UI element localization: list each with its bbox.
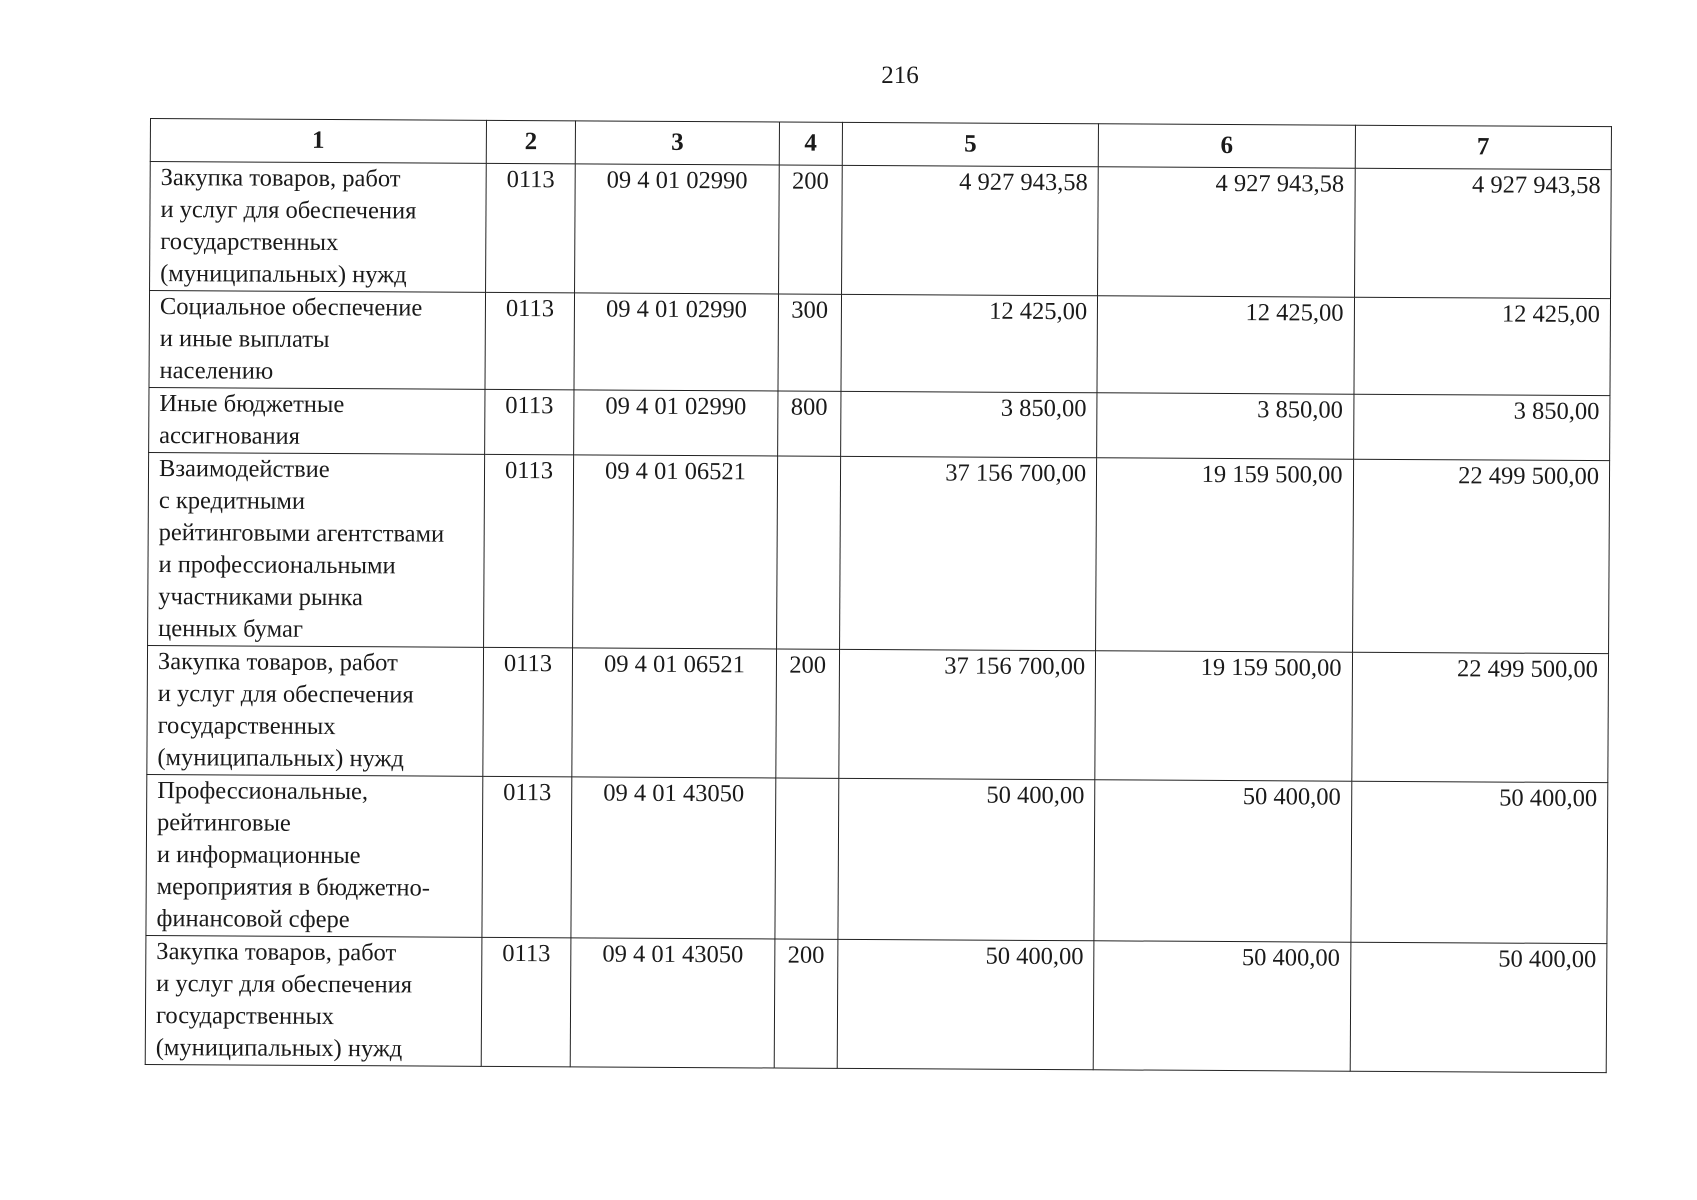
amount-col5: 50 400,00 xyxy=(838,778,1095,940)
expense-type-code: 200 xyxy=(776,649,840,778)
target-article-code: 09 4 01 02990 xyxy=(575,164,779,294)
target-article-code: 09 4 01 02990 xyxy=(574,293,778,391)
target-article-code: 09 4 01 43050 xyxy=(570,938,774,1068)
item-name: Закупка товаров, работ и услуг для обеспечения государственных (муниципальных) нужд xyxy=(150,162,486,293)
table-row xyxy=(148,452,1610,653)
amount-col7: 22 499 500,00 xyxy=(1352,459,1610,653)
col-header-1: 1 xyxy=(150,119,486,164)
amount-col7: 50 400,00 xyxy=(1350,781,1607,943)
target-article-code: 09 4 01 06521 xyxy=(573,455,778,649)
col-header-2: 2 xyxy=(486,120,576,163)
amount-col5: 3 850,00 xyxy=(840,391,1097,457)
amount-col6: 19 159 500,00 xyxy=(1095,651,1352,781)
budget-table xyxy=(145,118,1612,1073)
target-article-code: 09 4 01 06521 xyxy=(572,648,776,778)
section-code: 0113 xyxy=(482,776,572,937)
col-header-6: 6 xyxy=(1098,124,1355,168)
amount-col5: 37 156 700,00 xyxy=(839,456,1096,650)
item-name: Закупка товаров, работ и услуг для обеспечения государственных (муниципальных) нужд xyxy=(147,645,483,776)
table-row xyxy=(147,645,1609,782)
section-code: 0113 xyxy=(483,647,573,776)
amount-col6: 12 425,00 xyxy=(1097,296,1354,394)
section-code: 0113 xyxy=(485,292,575,389)
expense-type-code xyxy=(776,456,840,649)
amount-col7: 22 499 500,00 xyxy=(1351,652,1608,782)
target-article-code: 09 4 01 43050 xyxy=(571,777,775,939)
amount-col5: 4 927 943,58 xyxy=(841,165,1098,295)
amount-col7: 3 850,00 xyxy=(1353,394,1610,460)
item-name: Иные бюджетные ассигнования xyxy=(149,387,485,454)
target-article-code: 09 4 01 02990 xyxy=(574,390,778,456)
table-row xyxy=(145,935,1607,1072)
amount-col6: 50 400,00 xyxy=(1094,780,1351,942)
expense-type-code: 800 xyxy=(777,391,840,456)
section-code: 0113 xyxy=(483,454,574,647)
table-row xyxy=(146,774,1608,943)
item-name: Взаимодействие с кредитными рейтинговыми агентствами и профессиональными участниками рынка ценных бумаг xyxy=(148,452,485,647)
amount-col6: 4 927 943,58 xyxy=(1098,167,1355,297)
expense-type-code: 300 xyxy=(778,294,842,391)
section-code: 0113 xyxy=(484,389,574,454)
item-name: Профессиональные, рейтинговые и информационные мероприятия в бюджетно- финансовой сфере xyxy=(146,774,483,937)
expense-type-code xyxy=(775,778,839,939)
table-row xyxy=(149,291,1611,396)
amount-col7: 4 927 943,58 xyxy=(1354,168,1611,298)
expense-type-code: 200 xyxy=(778,165,842,294)
item-name: Закупка товаров, работ и услуг для обеспечения государственных (муниципальных) нужд xyxy=(145,935,481,1066)
amount-col7: 50 400,00 xyxy=(1350,942,1607,1072)
amount-col6: 3 850,00 xyxy=(1097,393,1354,459)
amount-col7: 12 425,00 xyxy=(1354,297,1611,395)
page-number: 216 xyxy=(881,62,919,89)
amount-col5: 12 425,00 xyxy=(841,294,1098,392)
table-row xyxy=(150,162,1612,299)
expense-type-code: 200 xyxy=(774,939,838,1068)
section-code: 0113 xyxy=(481,937,571,1066)
col-header-3: 3 xyxy=(576,121,780,165)
section-code: 0113 xyxy=(485,163,575,292)
col-header-7: 7 xyxy=(1355,125,1612,169)
col-header-4: 4 xyxy=(779,122,842,165)
item-name: Социальное обеспечение и иные выплаты населению xyxy=(149,291,485,390)
amount-col5: 37 156 700,00 xyxy=(839,649,1096,779)
amount-col5: 50 400,00 xyxy=(837,939,1094,1069)
amount-col6: 50 400,00 xyxy=(1093,941,1350,1071)
amount-col6: 19 159 500,00 xyxy=(1096,458,1353,652)
col-header-5: 5 xyxy=(842,122,1099,166)
table-row xyxy=(149,387,1610,460)
